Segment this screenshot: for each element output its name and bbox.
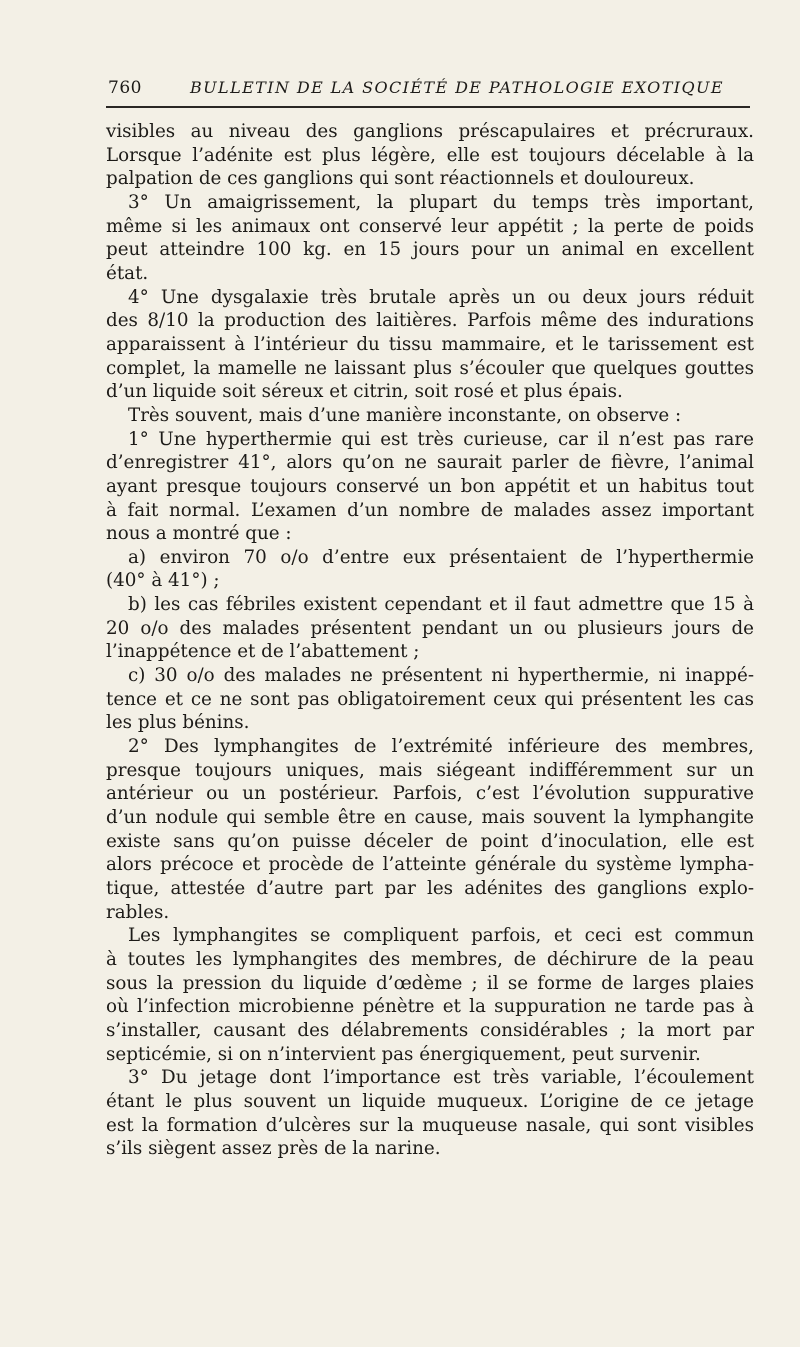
text-line: a) environ 70 o/o d’entre eux présentaient de l’hyperthermie	[128, 546, 754, 568]
text-line: les plus bénins.	[106, 712, 250, 734]
text-line: 3° Un amaigrissement, la plupart du temps très important,	[128, 191, 754, 213]
text-line: l’inappétence et de l’abattement ;	[106, 641, 420, 663]
text-line: s’ils siègent assez près de la narine.	[106, 1138, 441, 1160]
text-line: étant le plus souvent un liquide muqueux. L’origine de ce jetage	[106, 1090, 754, 1112]
text-line: s’installer, causant des délabrements considérables ; la mort par	[106, 1019, 754, 1041]
text-line: sous la pression du liquide d’œdème ; il se forme de larges plaies	[106, 972, 754, 994]
text-line: où l’infection microbienne pénètre et la suppuration ne tarde pas à	[106, 996, 754, 1018]
body-text	[106, 120, 754, 1161]
text-line: état.	[106, 262, 149, 284]
text-line: existe sans qu’on puisse déceler de point d’inoculation, elle est	[106, 830, 754, 852]
text-line: palpation de ces ganglions qui sont réactionnels et douloureux.	[106, 168, 695, 190]
text-line: peut atteindre 100 kg. en 15 jours pour un animal en excellent	[106, 239, 754, 261]
text-line: tique, attestée d’autre part par les adénites des ganglions explo-	[106, 878, 754, 899]
text-line: complet, la mamelle ne laissant plus s’écouler que quelques gouttes	[106, 357, 754, 379]
text-line: alors précoce et procède de l’atteinte générale du système lympha-	[106, 854, 754, 876]
text-line: visibles au niveau des ganglions préscapulaires et précruraux.	[106, 121, 754, 142]
text-line: 4° Une dysgalaxie très brutale après un ou deux jours réduit	[128, 286, 754, 308]
text-line: est la formation d’ulcères sur la muqueuse nasale, qui sont visibles	[106, 1114, 754, 1136]
text-line: 3° Du jetage dont l’importance est très variable, l’écoulement	[128, 1067, 754, 1089]
text-line: Lorsque l’adénite est plus légère, elle est toujours décelable à la	[106, 144, 754, 166]
text-line: 2° Des lymphangites de l’extrémité inférieure des membres,	[128, 736, 754, 758]
text-line: 1° Une hyperthermie qui est très curieuse, car il n’est pas rare	[128, 428, 754, 450]
text-line: Les lymphangites se compliquent parfois, et ceci est commun	[128, 925, 754, 947]
text-line: d’enregistrer 41°, alors qu’on ne saurait parler de fièvre, l’animal	[106, 452, 754, 474]
text-line: antérieur ou un postérieur. Parfois, c’est l’évolution suppurative	[106, 783, 754, 805]
page-number: 760	[108, 78, 142, 98]
running-title: BULLETIN DE LA SOCIÉTÉ DE PATHOLOGIE EXOTIQUE	[190, 78, 724, 97]
text-line: d’un nodule qui semble être en cause, mais souvent la lymphangite	[106, 807, 754, 829]
text-line: rables.	[106, 901, 170, 923]
text-line: (40° à 41°) ;	[106, 570, 220, 592]
text-line: b) les cas fébriles existent cependant et il faut admettre que 15 à	[128, 594, 754, 616]
text-line: à fait normal. L’examen d’un nombre de malades assez important	[106, 499, 754, 521]
text-line: des 8/10 la production des laitières. Parfois même des indurations	[106, 310, 754, 332]
text-line: même si les animaux ont conservé leur appétit ; la perte de poids	[106, 215, 754, 237]
text-line: ayant presque toujours conservé un bon appétit et un habitus tout	[106, 475, 754, 497]
text-line: presque toujours uniques, mais siégeant indifféremment sur un	[106, 759, 754, 781]
page-header	[108, 74, 750, 104]
text-line: Très souvent, mais d’une manière inconstante, on observe :	[128, 404, 682, 426]
text-line: septicémie, si on n’intervient pas énergiquement, peut survenir.	[106, 1043, 701, 1065]
text-line: c) 30 o/o des malades ne présentent ni hyperthermie, ni inappé-	[128, 665, 754, 687]
text-line: 20 o/o des malades présentent pendant un ou plusieurs jours de	[106, 617, 754, 639]
text-line: apparaissent à l’intérieur du tissu mammaire, et le tarissement est	[106, 333, 754, 355]
text-line: nous a montré que :	[106, 523, 292, 545]
text-line: d’un liquide soit séreux et citrin, soit rosé et plus épais.	[106, 381, 623, 403]
text-line: à toutes les lymphangites des membres, de déchirure de la peau	[106, 948, 754, 970]
text-line: tence et ce ne sont pas obligatoirement ceux qui présentent les cas	[106, 688, 754, 710]
header-rule	[106, 106, 750, 108]
